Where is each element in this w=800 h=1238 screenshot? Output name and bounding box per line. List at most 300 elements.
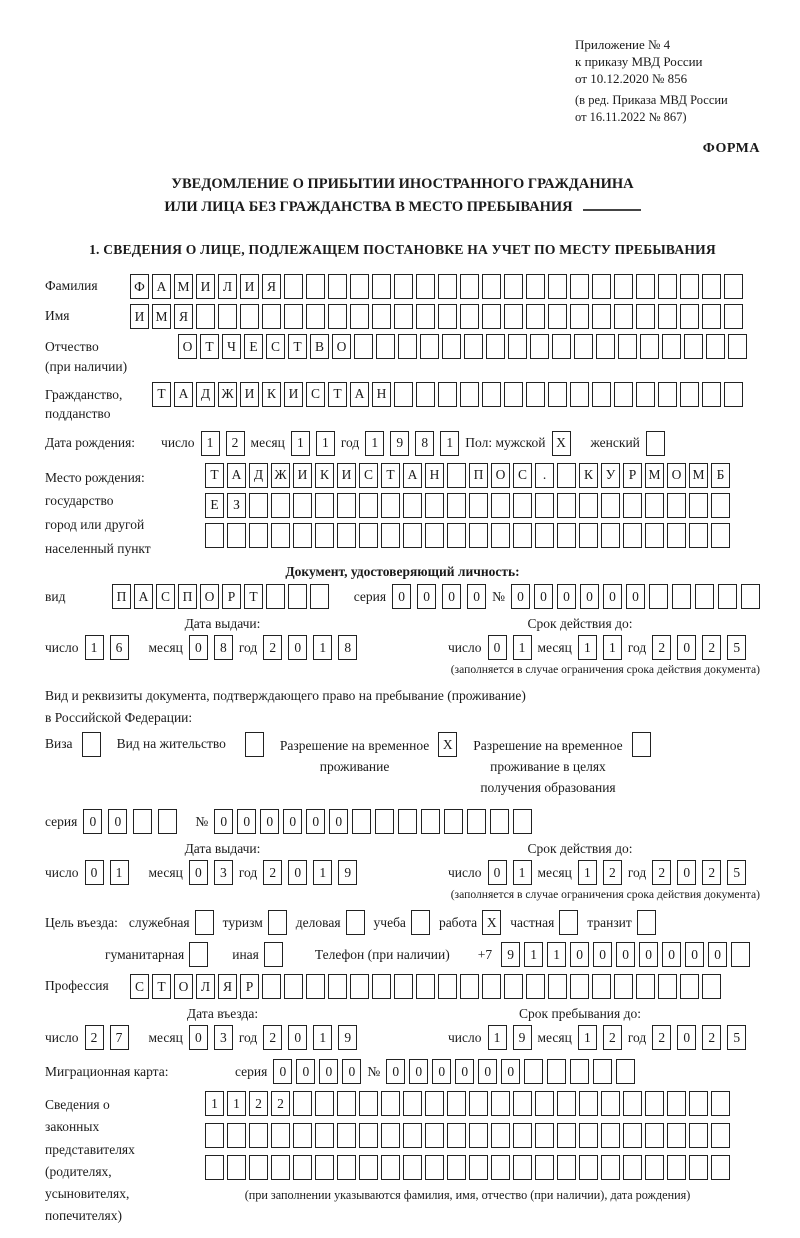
char-box[interactable]: 1 bbox=[313, 635, 332, 660]
char-box[interactable]: 0 bbox=[386, 1059, 405, 1084]
char-box[interactable]: 7 bbox=[110, 1025, 129, 1050]
char-box[interactable] bbox=[623, 523, 642, 548]
char-box[interactable] bbox=[593, 1059, 612, 1084]
char-box[interactable]: 2 bbox=[271, 1091, 290, 1116]
char-box[interactable] bbox=[447, 523, 466, 548]
char-box[interactable] bbox=[526, 274, 545, 299]
char-box[interactable]: 0 bbox=[417, 584, 436, 609]
char-box[interactable] bbox=[346, 910, 365, 935]
char-box[interactable] bbox=[421, 809, 440, 834]
char-box[interactable] bbox=[601, 523, 620, 548]
char-box[interactable] bbox=[689, 1155, 708, 1180]
char-box[interactable] bbox=[667, 1123, 686, 1148]
char-box[interactable]: 3 bbox=[214, 1025, 233, 1050]
char-box[interactable]: 1 bbox=[524, 942, 543, 967]
char-box[interactable]: 1 bbox=[365, 431, 384, 456]
char-box[interactable] bbox=[403, 1155, 422, 1180]
char-box[interactable] bbox=[645, 1155, 664, 1180]
char-box[interactable] bbox=[570, 274, 589, 299]
char-box[interactable]: 0 bbox=[442, 584, 461, 609]
char-box[interactable]: 0 bbox=[283, 809, 302, 834]
char-box[interactable] bbox=[689, 1123, 708, 1148]
char-box[interactable]: 0 bbox=[342, 1059, 361, 1084]
char-box[interactable]: Е bbox=[244, 334, 263, 359]
char-box[interactable]: И bbox=[196, 274, 215, 299]
char-box[interactable]: 0 bbox=[260, 809, 279, 834]
char-box[interactable]: 0 bbox=[467, 584, 486, 609]
char-box[interactable] bbox=[469, 493, 488, 518]
char-box[interactable] bbox=[425, 1155, 444, 1180]
char-box[interactable] bbox=[504, 382, 523, 407]
char-box[interactable]: 0 bbox=[392, 584, 411, 609]
char-box[interactable] bbox=[490, 809, 509, 834]
char-box[interactable] bbox=[535, 1155, 554, 1180]
char-box[interactable] bbox=[262, 304, 281, 329]
char-box[interactable] bbox=[310, 584, 329, 609]
char-box[interactable] bbox=[616, 1059, 635, 1084]
char-box[interactable]: 9 bbox=[338, 860, 357, 885]
char-box[interactable] bbox=[315, 1091, 334, 1116]
char-box[interactable] bbox=[658, 974, 677, 999]
char-box[interactable] bbox=[486, 334, 505, 359]
char-box[interactable] bbox=[438, 304, 457, 329]
char-box[interactable]: М bbox=[645, 463, 664, 488]
char-box[interactable] bbox=[469, 523, 488, 548]
char-box[interactable]: Р bbox=[222, 584, 241, 609]
char-box[interactable] bbox=[403, 523, 422, 548]
char-box[interactable] bbox=[438, 274, 457, 299]
char-box[interactable] bbox=[262, 974, 281, 999]
char-box[interactable] bbox=[614, 382, 633, 407]
char-box[interactable]: 1 bbox=[85, 635, 104, 660]
char-box[interactable]: И bbox=[240, 382, 259, 407]
char-box[interactable]: О bbox=[174, 974, 193, 999]
char-box[interactable]: 0 bbox=[603, 584, 622, 609]
char-box[interactable] bbox=[535, 523, 554, 548]
char-box[interactable] bbox=[645, 493, 664, 518]
char-box[interactable] bbox=[601, 1091, 620, 1116]
char-box[interactable]: Ф bbox=[130, 274, 149, 299]
char-box[interactable] bbox=[444, 809, 463, 834]
char-box[interactable] bbox=[218, 304, 237, 329]
char-box[interactable] bbox=[425, 1091, 444, 1116]
char-box[interactable]: X bbox=[482, 910, 501, 935]
char-box[interactable] bbox=[460, 974, 479, 999]
char-box[interactable]: Е bbox=[205, 493, 224, 518]
char-box[interactable] bbox=[460, 382, 479, 407]
char-box[interactable]: 1 bbox=[513, 635, 532, 660]
char-box[interactable]: 8 bbox=[338, 635, 357, 660]
char-box[interactable] bbox=[403, 493, 422, 518]
char-box[interactable] bbox=[557, 1155, 576, 1180]
char-box[interactable]: 1 bbox=[578, 635, 597, 660]
char-box[interactable] bbox=[658, 274, 677, 299]
char-box[interactable] bbox=[284, 304, 303, 329]
char-box[interactable] bbox=[447, 1123, 466, 1148]
char-box[interactable] bbox=[469, 1155, 488, 1180]
char-box[interactable] bbox=[680, 274, 699, 299]
char-box[interactable]: С bbox=[513, 463, 532, 488]
char-box[interactable]: 0 bbox=[677, 635, 696, 660]
char-box[interactable] bbox=[711, 1123, 730, 1148]
char-box[interactable]: И bbox=[284, 382, 303, 407]
char-box[interactable] bbox=[268, 910, 287, 935]
char-box[interactable]: Я bbox=[174, 304, 193, 329]
char-box[interactable] bbox=[394, 274, 413, 299]
char-box[interactable]: 0 bbox=[501, 1059, 520, 1084]
char-box[interactable]: Я bbox=[218, 974, 237, 999]
char-box[interactable]: Б bbox=[711, 463, 730, 488]
char-box[interactable] bbox=[491, 1123, 510, 1148]
char-box[interactable] bbox=[315, 1123, 334, 1148]
char-box[interactable]: 0 bbox=[296, 1059, 315, 1084]
char-box[interactable] bbox=[416, 974, 435, 999]
char-box[interactable] bbox=[689, 493, 708, 518]
char-box[interactable] bbox=[711, 523, 730, 548]
char-box[interactable] bbox=[689, 1091, 708, 1116]
char-box[interactable] bbox=[601, 1123, 620, 1148]
char-box[interactable]: 6 bbox=[110, 635, 129, 660]
char-box[interactable] bbox=[491, 523, 510, 548]
char-box[interactable] bbox=[728, 334, 747, 359]
char-box[interactable] bbox=[557, 1123, 576, 1148]
char-box[interactable] bbox=[547, 1059, 566, 1084]
char-box[interactable]: 0 bbox=[214, 809, 233, 834]
char-box[interactable]: 2 bbox=[263, 860, 282, 885]
char-box[interactable] bbox=[381, 523, 400, 548]
char-box[interactable]: 0 bbox=[85, 860, 104, 885]
char-box[interactable] bbox=[706, 334, 725, 359]
char-box[interactable] bbox=[552, 334, 571, 359]
char-box[interactable]: 0 bbox=[237, 809, 256, 834]
char-box[interactable]: . bbox=[535, 463, 554, 488]
char-box[interactable] bbox=[579, 493, 598, 518]
char-box[interactable] bbox=[394, 382, 413, 407]
char-box[interactable]: X bbox=[552, 431, 571, 456]
char-box[interactable] bbox=[376, 334, 395, 359]
char-box[interactable]: Ж bbox=[271, 463, 290, 488]
char-box[interactable] bbox=[646, 431, 665, 456]
char-box[interactable] bbox=[662, 334, 681, 359]
char-box[interactable]: 0 bbox=[108, 809, 127, 834]
char-box[interactable] bbox=[442, 334, 461, 359]
char-box[interactable]: Т bbox=[200, 334, 219, 359]
char-box[interactable]: 0 bbox=[534, 584, 553, 609]
char-box[interactable]: 1 bbox=[291, 431, 310, 456]
char-box[interactable] bbox=[381, 493, 400, 518]
char-box[interactable] bbox=[724, 304, 743, 329]
char-box[interactable] bbox=[227, 1155, 246, 1180]
char-box[interactable] bbox=[667, 493, 686, 518]
char-box[interactable] bbox=[718, 584, 737, 609]
char-box[interactable] bbox=[632, 732, 651, 757]
char-box[interactable]: Т bbox=[244, 584, 263, 609]
char-box[interactable] bbox=[636, 274, 655, 299]
char-box[interactable]: 0 bbox=[616, 942, 635, 967]
char-box[interactable] bbox=[526, 304, 545, 329]
char-box[interactable] bbox=[249, 1123, 268, 1148]
char-box[interactable]: Д bbox=[249, 463, 268, 488]
char-box[interactable]: 2 bbox=[702, 1025, 721, 1050]
char-box[interactable] bbox=[416, 274, 435, 299]
char-box[interactable]: 1 bbox=[313, 1025, 332, 1050]
char-box[interactable]: 2 bbox=[263, 1025, 282, 1050]
char-box[interactable] bbox=[158, 809, 177, 834]
char-box[interactable] bbox=[557, 1091, 576, 1116]
char-box[interactable] bbox=[447, 1091, 466, 1116]
char-box[interactable]: 0 bbox=[685, 942, 704, 967]
char-box[interactable] bbox=[579, 1155, 598, 1180]
char-box[interactable]: 0 bbox=[189, 1025, 208, 1050]
char-box[interactable] bbox=[205, 1155, 224, 1180]
char-box[interactable] bbox=[271, 1155, 290, 1180]
char-box[interactable]: Т bbox=[152, 382, 171, 407]
char-box[interactable] bbox=[592, 304, 611, 329]
char-box[interactable] bbox=[645, 1091, 664, 1116]
char-box[interactable]: К bbox=[579, 463, 598, 488]
char-box[interactable] bbox=[548, 974, 567, 999]
char-box[interactable] bbox=[264, 942, 283, 967]
char-box[interactable] bbox=[596, 334, 615, 359]
char-box[interactable] bbox=[637, 910, 656, 935]
char-box[interactable]: 0 bbox=[639, 942, 658, 967]
char-box[interactable] bbox=[133, 809, 152, 834]
char-box[interactable] bbox=[513, 1123, 532, 1148]
char-box[interactable] bbox=[482, 974, 501, 999]
char-box[interactable]: 9 bbox=[390, 431, 409, 456]
char-box[interactable] bbox=[570, 974, 589, 999]
char-box[interactable] bbox=[271, 493, 290, 518]
char-box[interactable]: А bbox=[174, 382, 193, 407]
char-box[interactable] bbox=[548, 274, 567, 299]
char-box[interactable] bbox=[337, 1123, 356, 1148]
char-box[interactable] bbox=[293, 493, 312, 518]
char-box[interactable]: С bbox=[359, 463, 378, 488]
char-box[interactable] bbox=[482, 274, 501, 299]
char-box[interactable]: А bbox=[227, 463, 246, 488]
char-box[interactable]: П bbox=[469, 463, 488, 488]
char-box[interactable] bbox=[667, 1091, 686, 1116]
char-box[interactable] bbox=[680, 974, 699, 999]
char-box[interactable] bbox=[359, 1123, 378, 1148]
char-box[interactable]: 0 bbox=[273, 1059, 292, 1084]
char-box[interactable] bbox=[195, 910, 214, 935]
char-box[interactable] bbox=[535, 493, 554, 518]
char-box[interactable] bbox=[702, 974, 721, 999]
char-box[interactable] bbox=[684, 334, 703, 359]
char-box[interactable] bbox=[438, 382, 457, 407]
char-box[interactable] bbox=[570, 304, 589, 329]
char-box[interactable]: 0 bbox=[432, 1059, 451, 1084]
char-box[interactable] bbox=[649, 584, 668, 609]
char-box[interactable]: 2 bbox=[652, 1025, 671, 1050]
char-box[interactable]: Р bbox=[623, 463, 642, 488]
char-box[interactable] bbox=[425, 1123, 444, 1148]
char-box[interactable]: С bbox=[156, 584, 175, 609]
char-box[interactable] bbox=[381, 1123, 400, 1148]
char-box[interactable]: 0 bbox=[662, 942, 681, 967]
char-box[interactable] bbox=[288, 584, 307, 609]
char-box[interactable]: Р bbox=[240, 974, 259, 999]
char-box[interactable] bbox=[636, 304, 655, 329]
char-box[interactable] bbox=[271, 1123, 290, 1148]
char-box[interactable] bbox=[614, 304, 633, 329]
char-box[interactable]: 0 bbox=[570, 942, 589, 967]
char-box[interactable] bbox=[398, 809, 417, 834]
char-box[interactable]: М bbox=[689, 463, 708, 488]
char-box[interactable]: 2 bbox=[263, 635, 282, 660]
char-box[interactable]: 1 bbox=[603, 635, 622, 660]
char-box[interactable]: Т bbox=[205, 463, 224, 488]
char-box[interactable] bbox=[328, 274, 347, 299]
char-box[interactable] bbox=[460, 274, 479, 299]
char-box[interactable]: М bbox=[174, 274, 193, 299]
char-box[interactable] bbox=[711, 1155, 730, 1180]
char-box[interactable]: О bbox=[667, 463, 686, 488]
char-box[interactable]: 2 bbox=[702, 860, 721, 885]
char-box[interactable] bbox=[467, 809, 486, 834]
char-box[interactable] bbox=[491, 1155, 510, 1180]
char-box[interactable] bbox=[513, 809, 532, 834]
char-box[interactable] bbox=[420, 334, 439, 359]
char-box[interactable] bbox=[636, 382, 655, 407]
char-box[interactable] bbox=[447, 493, 466, 518]
char-box[interactable]: И bbox=[240, 274, 259, 299]
char-box[interactable] bbox=[82, 732, 101, 757]
char-box[interactable] bbox=[702, 274, 721, 299]
char-box[interactable]: 2 bbox=[249, 1091, 268, 1116]
char-box[interactable] bbox=[293, 1155, 312, 1180]
char-box[interactable]: 2 bbox=[226, 431, 245, 456]
char-box[interactable]: М bbox=[152, 304, 171, 329]
char-box[interactable] bbox=[513, 1155, 532, 1180]
char-box[interactable] bbox=[482, 382, 501, 407]
char-box[interactable] bbox=[623, 1155, 642, 1180]
char-box[interactable] bbox=[504, 304, 523, 329]
char-box[interactable]: 0 bbox=[455, 1059, 474, 1084]
char-box[interactable] bbox=[623, 493, 642, 518]
char-box[interactable]: 1 bbox=[578, 1025, 597, 1050]
char-box[interactable]: 1 bbox=[316, 431, 335, 456]
char-box[interactable] bbox=[189, 942, 208, 967]
char-box[interactable]: 1 bbox=[547, 942, 566, 967]
char-box[interactable]: 0 bbox=[677, 1025, 696, 1050]
char-box[interactable]: О bbox=[332, 334, 351, 359]
char-box[interactable]: 0 bbox=[478, 1059, 497, 1084]
char-box[interactable]: 0 bbox=[288, 860, 307, 885]
char-box[interactable]: 0 bbox=[288, 635, 307, 660]
char-box[interactable]: С bbox=[266, 334, 285, 359]
char-box[interactable]: И bbox=[130, 304, 149, 329]
char-box[interactable] bbox=[645, 1123, 664, 1148]
char-box[interactable] bbox=[702, 304, 721, 329]
char-box[interactable] bbox=[592, 974, 611, 999]
char-box[interactable]: У bbox=[601, 463, 620, 488]
char-box[interactable] bbox=[689, 523, 708, 548]
char-box[interactable] bbox=[249, 523, 268, 548]
char-box[interactable] bbox=[548, 382, 567, 407]
char-box[interactable] bbox=[240, 304, 259, 329]
char-box[interactable] bbox=[574, 334, 593, 359]
char-box[interactable]: Я bbox=[262, 274, 281, 299]
char-box[interactable]: К bbox=[262, 382, 281, 407]
char-box[interactable] bbox=[579, 1091, 598, 1116]
char-box[interactable] bbox=[601, 1155, 620, 1180]
char-box[interactable]: 3 bbox=[214, 860, 233, 885]
char-box[interactable] bbox=[579, 1123, 598, 1148]
char-box[interactable]: 0 bbox=[593, 942, 612, 967]
char-box[interactable]: 1 bbox=[227, 1091, 246, 1116]
char-box[interactable] bbox=[667, 523, 686, 548]
char-box[interactable] bbox=[359, 523, 378, 548]
char-box[interactable]: 0 bbox=[409, 1059, 428, 1084]
char-box[interactable] bbox=[372, 304, 391, 329]
char-box[interactable] bbox=[315, 1155, 334, 1180]
char-box[interactable] bbox=[337, 493, 356, 518]
char-box[interactable] bbox=[205, 1123, 224, 1148]
char-box[interactable] bbox=[614, 274, 633, 299]
char-box[interactable] bbox=[680, 304, 699, 329]
char-box[interactable]: 0 bbox=[626, 584, 645, 609]
char-box[interactable] bbox=[375, 809, 394, 834]
char-box[interactable] bbox=[702, 382, 721, 407]
char-box[interactable] bbox=[227, 523, 246, 548]
char-box[interactable]: Т bbox=[381, 463, 400, 488]
char-box[interactable]: П bbox=[112, 584, 131, 609]
char-box[interactable]: А bbox=[350, 382, 369, 407]
char-box[interactable] bbox=[535, 1123, 554, 1148]
char-box[interactable] bbox=[266, 584, 285, 609]
char-box[interactable] bbox=[548, 304, 567, 329]
char-box[interactable]: 0 bbox=[288, 1025, 307, 1050]
char-box[interactable] bbox=[592, 274, 611, 299]
char-box[interactable] bbox=[403, 1123, 422, 1148]
char-box[interactable]: 9 bbox=[501, 942, 520, 967]
char-box[interactable] bbox=[394, 304, 413, 329]
char-box[interactable] bbox=[354, 334, 373, 359]
char-box[interactable] bbox=[337, 523, 356, 548]
char-box[interactable] bbox=[284, 274, 303, 299]
char-box[interactable] bbox=[359, 493, 378, 518]
char-box[interactable] bbox=[695, 584, 714, 609]
char-box[interactable] bbox=[601, 493, 620, 518]
char-box[interactable] bbox=[658, 382, 677, 407]
char-box[interactable] bbox=[513, 493, 532, 518]
char-box[interactable] bbox=[724, 382, 743, 407]
char-box[interactable] bbox=[557, 493, 576, 518]
char-box[interactable]: Ж bbox=[218, 382, 237, 407]
char-box[interactable] bbox=[680, 382, 699, 407]
char-box[interactable] bbox=[526, 382, 545, 407]
char-box[interactable]: 1 bbox=[110, 860, 129, 885]
char-box[interactable] bbox=[359, 1155, 378, 1180]
char-box[interactable] bbox=[328, 304, 347, 329]
char-box[interactable] bbox=[579, 523, 598, 548]
char-box[interactable]: А bbox=[134, 584, 153, 609]
char-box[interactable] bbox=[205, 523, 224, 548]
char-box[interactable] bbox=[350, 304, 369, 329]
char-box[interactable] bbox=[245, 732, 264, 757]
char-box[interactable] bbox=[359, 1091, 378, 1116]
char-box[interactable] bbox=[381, 1091, 400, 1116]
char-box[interactable]: И bbox=[337, 463, 356, 488]
char-box[interactable] bbox=[447, 463, 466, 488]
char-box[interactable] bbox=[306, 274, 325, 299]
char-box[interactable] bbox=[293, 1091, 312, 1116]
char-box[interactable] bbox=[469, 1123, 488, 1148]
char-box[interactable] bbox=[623, 1091, 642, 1116]
char-box[interactable] bbox=[513, 1091, 532, 1116]
